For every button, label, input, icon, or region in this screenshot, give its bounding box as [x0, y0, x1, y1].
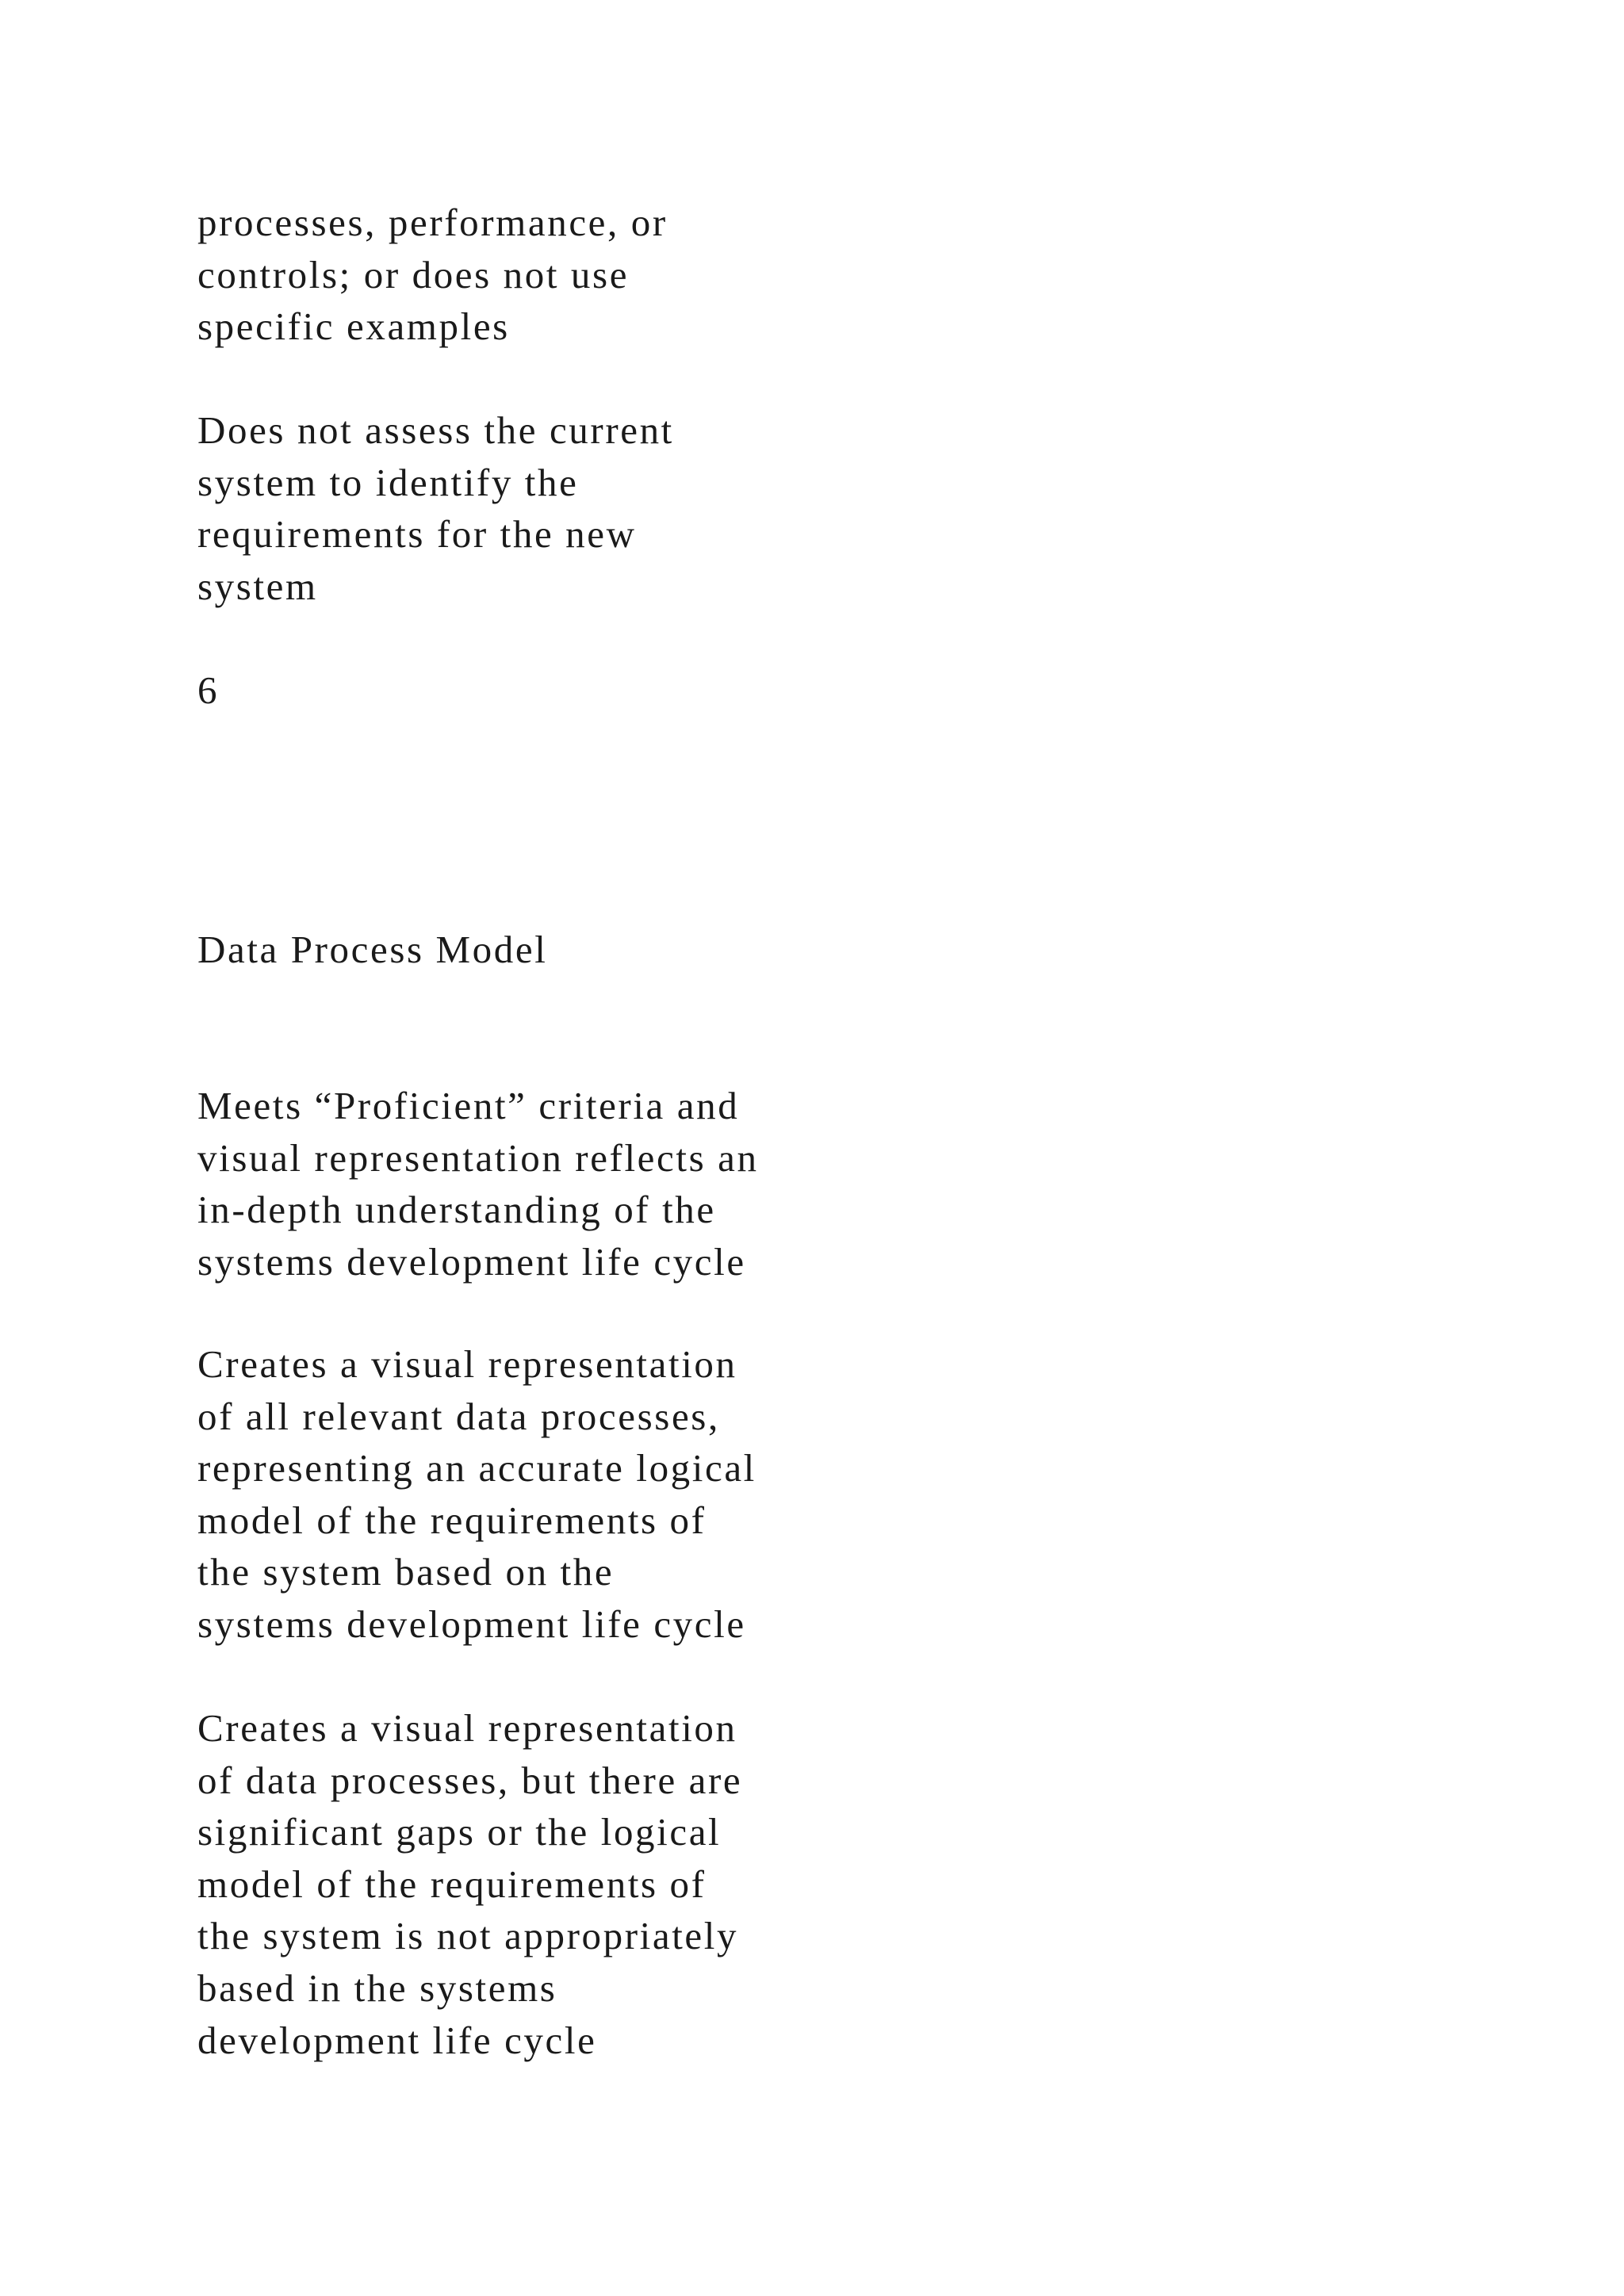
text-line: systems development life cycle: [197, 1601, 746, 1646]
criteria-text-not-evident: [197, 404, 674, 612]
text-line: development life cycle: [197, 2018, 597, 2062]
text-line: representing an accurate logical: [197, 1446, 756, 1490]
text-line: of all relevant data processes,: [197, 1394, 720, 1438]
text-line: of data processes, but there are: [197, 1758, 743, 1802]
text-line: model of the requirements of: [197, 1862, 707, 1906]
text-line: based in the systems: [197, 1965, 557, 2010]
criteria-text-needs-improvement: [197, 1702, 742, 2066]
text-line: systems development life cycle: [197, 1239, 746, 1284]
text-line: Data Process Model: [197, 928, 548, 971]
criteria-text-proficient: [197, 1338, 756, 1651]
text-line: in-depth understanding of the: [197, 1188, 716, 1232]
text-line: the system is not appropriately: [197, 1914, 739, 1958]
text-line: system to identify the: [197, 460, 579, 504]
criterion-title: [197, 924, 547, 976]
text-line: Creates a visual representation: [197, 1706, 737, 1750]
text-line: Does not assess the current: [197, 408, 674, 452]
criteria-text-continued: [197, 197, 668, 353]
text-line: specific examples: [197, 304, 510, 349]
text-line: Meets “Proficient” criteria and: [197, 1084, 740, 1127]
text-line: requirements for the new: [197, 512, 637, 557]
text-line: controls; or does not use: [197, 252, 630, 297]
criterion-value: [197, 664, 219, 717]
text-line: system: [197, 564, 318, 608]
text-line: processes, performance, or: [197, 201, 668, 244]
text-line: Creates a visual representation: [197, 1342, 737, 1386]
criteria-text-exemplary: [197, 1080, 759, 1288]
text-line: visual representation reflects an: [197, 1135, 759, 1180]
text-line: significant gaps or the logical: [197, 1810, 722, 1854]
text-line: the system based on the: [197, 1550, 615, 1594]
text-line: model of the requirements of: [197, 1498, 707, 1542]
text-line: 6: [197, 668, 220, 712]
